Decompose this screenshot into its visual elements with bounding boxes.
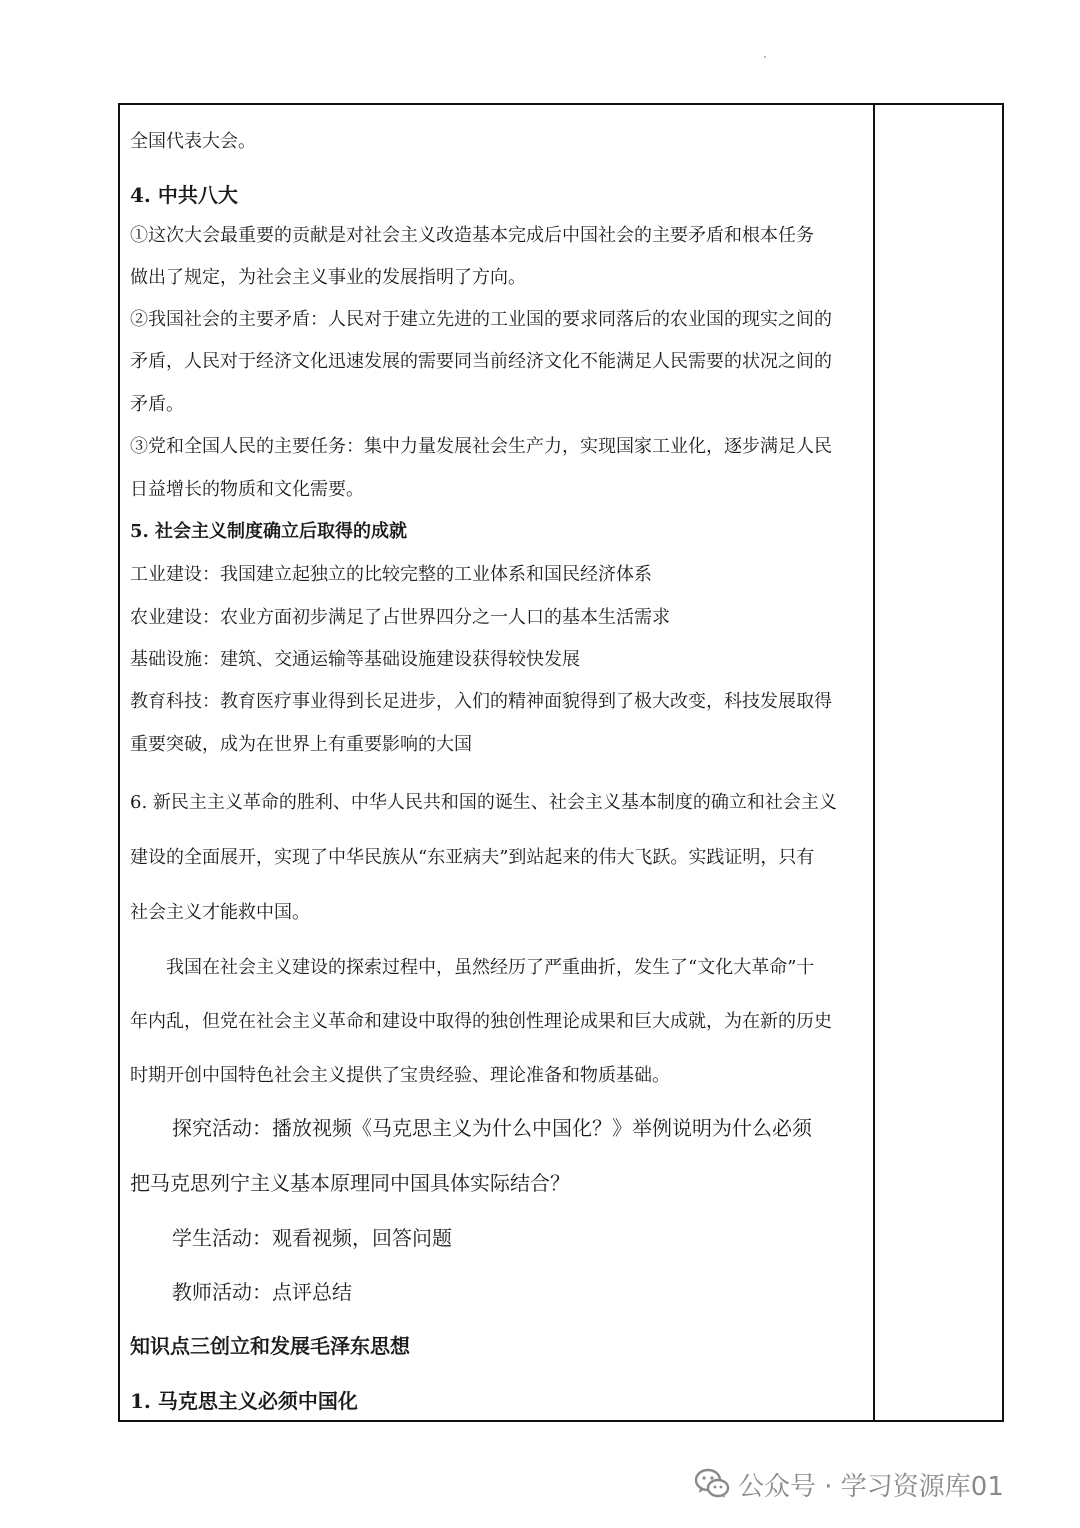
text-line: ①这次大会最重要的贡献是对社会主义改造基本完成后中国社会的主要矛盾和根本任务 bbox=[130, 225, 814, 246]
text-line: 建设的全面展开，实现了中华民族从“东亚病夫”到站起来的伟大飞跃。实践证明，只有 bbox=[130, 847, 815, 868]
explore-activity: 探究活动：播放视频《马克思主义为什么中国化？》举例说明为什么必须 bbox=[172, 1116, 812, 1140]
table-column-divider bbox=[873, 103, 875, 1422]
teacher-activity: 教师活动：点评总结 bbox=[172, 1280, 352, 1304]
text-line: 年内乱，但党在社会主义革命和建设中取得的独创性理论成果和巨大成就，为在新的历史 bbox=[130, 1011, 832, 1032]
text-line: ③党和全国人民的主要任务：集中力量发展社会生产力，实现国家工业化，逐步满足人民 bbox=[130, 436, 832, 457]
section-heading-4: 4. 中共八大 bbox=[130, 183, 238, 207]
document-table bbox=[118, 103, 1004, 1422]
text-line: 全国代表大会。 bbox=[130, 131, 256, 152]
text-line: 做出了规定，为社会主义事业的发展指明了方向。 bbox=[130, 267, 526, 288]
achievement-line: 基础设施：建筑、交通运输等基础设施建设获得较快发展 bbox=[130, 649, 580, 670]
student-activity: 学生活动：观看视频，回答问题 bbox=[172, 1226, 452, 1250]
achievement-line: 农业建设：农业方面初步满足了占世界四分之一人口的基本生活需求 bbox=[130, 607, 670, 628]
knowledge-point-heading: 知识点三创立和发展毛泽东思想 bbox=[130, 1334, 410, 1358]
text-line: 矛盾。 bbox=[130, 394, 184, 415]
text-line: 社会主义才能救中国。 bbox=[130, 902, 310, 923]
text-line: 日益增长的物质和文化需要。 bbox=[130, 479, 364, 500]
text-line: 矛盾，人民对于经济文化迅速发展的需要同当前经济文化不能满足人民需要的状况之间的 bbox=[130, 351, 832, 372]
section-heading-5: 5. 社会主义制度确立后取得的成就 bbox=[130, 521, 408, 542]
wechat-icon bbox=[694, 1468, 730, 1500]
explore-activity: 把马克思列宁主义基本原理同中国具体实际结合？ bbox=[130, 1171, 570, 1195]
text-line: 6. 新民主主义革命的胜利、中华人民共和国的诞生、社会主义基本制度的确立和社会主义 bbox=[130, 792, 837, 813]
watermark-text: 公众号 · 学习资源库01 bbox=[738, 1471, 1004, 1502]
text-line: 时期开创中国特色社会主义提供了宝贵经验、理论准备和物质基础。 bbox=[130, 1065, 670, 1086]
knowledge-point-subheading: 1. 马克思主义必须中国化 bbox=[130, 1389, 358, 1413]
text-line: ②我国社会的主要矛盾：人民对于建立先进的工业国的要求同落后的农业国的现实之间的 bbox=[130, 309, 832, 330]
watermark bbox=[694, 1462, 1004, 1506]
achievement-line: 重要突破，成为在世界上有重要影响的大国 bbox=[130, 734, 472, 755]
text-line: 我国在社会主义建设的探索过程中，虽然经历了严重曲折，发生了“文化大革命”十 bbox=[166, 957, 815, 978]
scan-dot bbox=[764, 56, 766, 58]
achievement-line: 工业建设：我国建立起独立的比较完整的工业体系和国民经济体系 bbox=[130, 564, 652, 585]
achievement-line: 教育科技：教育医疗事业得到长足进步，入们的精神面貌得到了极大改变，科技发展取得 bbox=[130, 691, 832, 712]
